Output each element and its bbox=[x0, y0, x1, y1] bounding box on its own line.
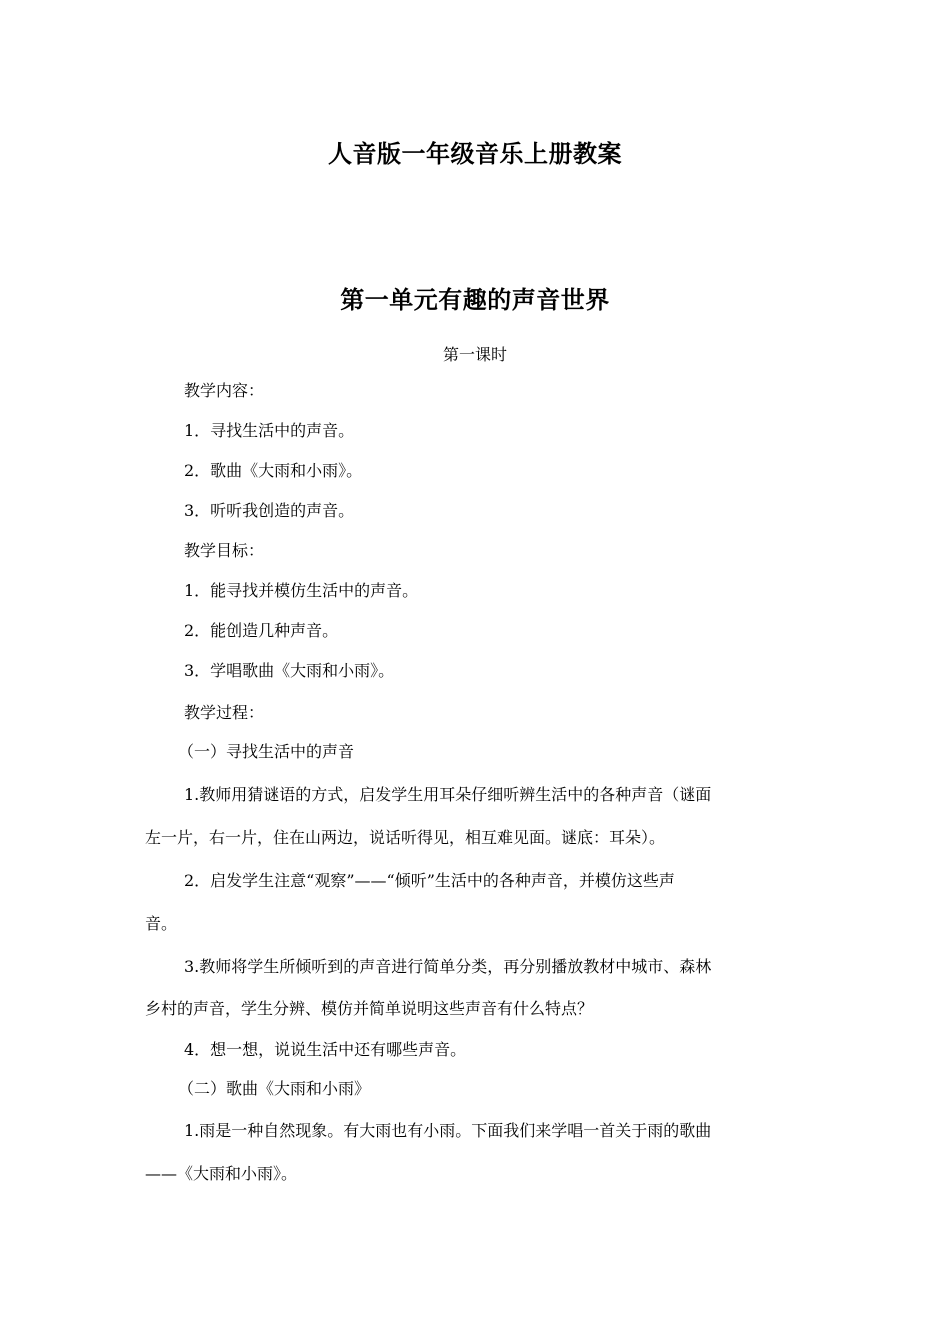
paragraph-line: ——《大雨和小雨》。 bbox=[145, 1164, 298, 1183]
content-item: 2．歌曲《大雨和小雨》。 bbox=[184, 461, 363, 480]
goal-item: 1．能寻找并模仿生活中的声音。 bbox=[184, 581, 419, 600]
lesson-label: 第一课时 bbox=[442, 345, 507, 364]
content-item: 3．听听我创造的声音。 bbox=[184, 501, 355, 520]
paragraph-line: 1.教师用猜谜语的方式，启发学生用耳朵仔细听辨生活中的各种声音（谜面 bbox=[184, 785, 712, 804]
content-heading: 教学内容： bbox=[184, 381, 265, 400]
goal-item: 2．能创造几种声音。 bbox=[184, 621, 339, 640]
paragraph-line: 2．启发学生注意“观察”——“倾听”生活中的各种声音，并模仿这些声 bbox=[184, 871, 675, 890]
paragraph-line: 左一片，右一片，住在山两边，说话听得见，相互难见面。谜底：耳朵）。 bbox=[145, 828, 666, 847]
document-title: 人音版一年级音乐上册教案 bbox=[328, 139, 622, 168]
unit-title: 第一单元有趣的声音世界 bbox=[340, 285, 610, 314]
goals-heading: 教学目标： bbox=[184, 541, 265, 560]
content-item: 1．寻找生活中的声音。 bbox=[184, 421, 355, 440]
paragraph-line: 4．想一想，说说生活中还有哪些声音。 bbox=[184, 1040, 467, 1059]
process-heading: 教学过程： bbox=[184, 703, 265, 722]
section-title: （一）寻找生活中的声音 bbox=[178, 742, 355, 761]
paragraph-line: 乡村的声音，学生分辨、模仿并简单说明这些声音有什么特点？ bbox=[145, 999, 594, 1018]
goal-item: 3．学唱歌曲《大雨和小雨》。 bbox=[184, 661, 395, 680]
paragraph-line: 音。 bbox=[145, 914, 178, 933]
paragraph-line: 3.教师将学生所倾听到的声音进行简单分类，再分别播放教材中城市、森林 bbox=[184, 957, 712, 976]
paragraph-line: 1.雨是一种自然现象。有大雨也有小雨。下面我们来学唱一首关于雨的歌曲 bbox=[184, 1121, 712, 1140]
section-title: （二）歌曲《大雨和小雨》 bbox=[178, 1079, 371, 1098]
